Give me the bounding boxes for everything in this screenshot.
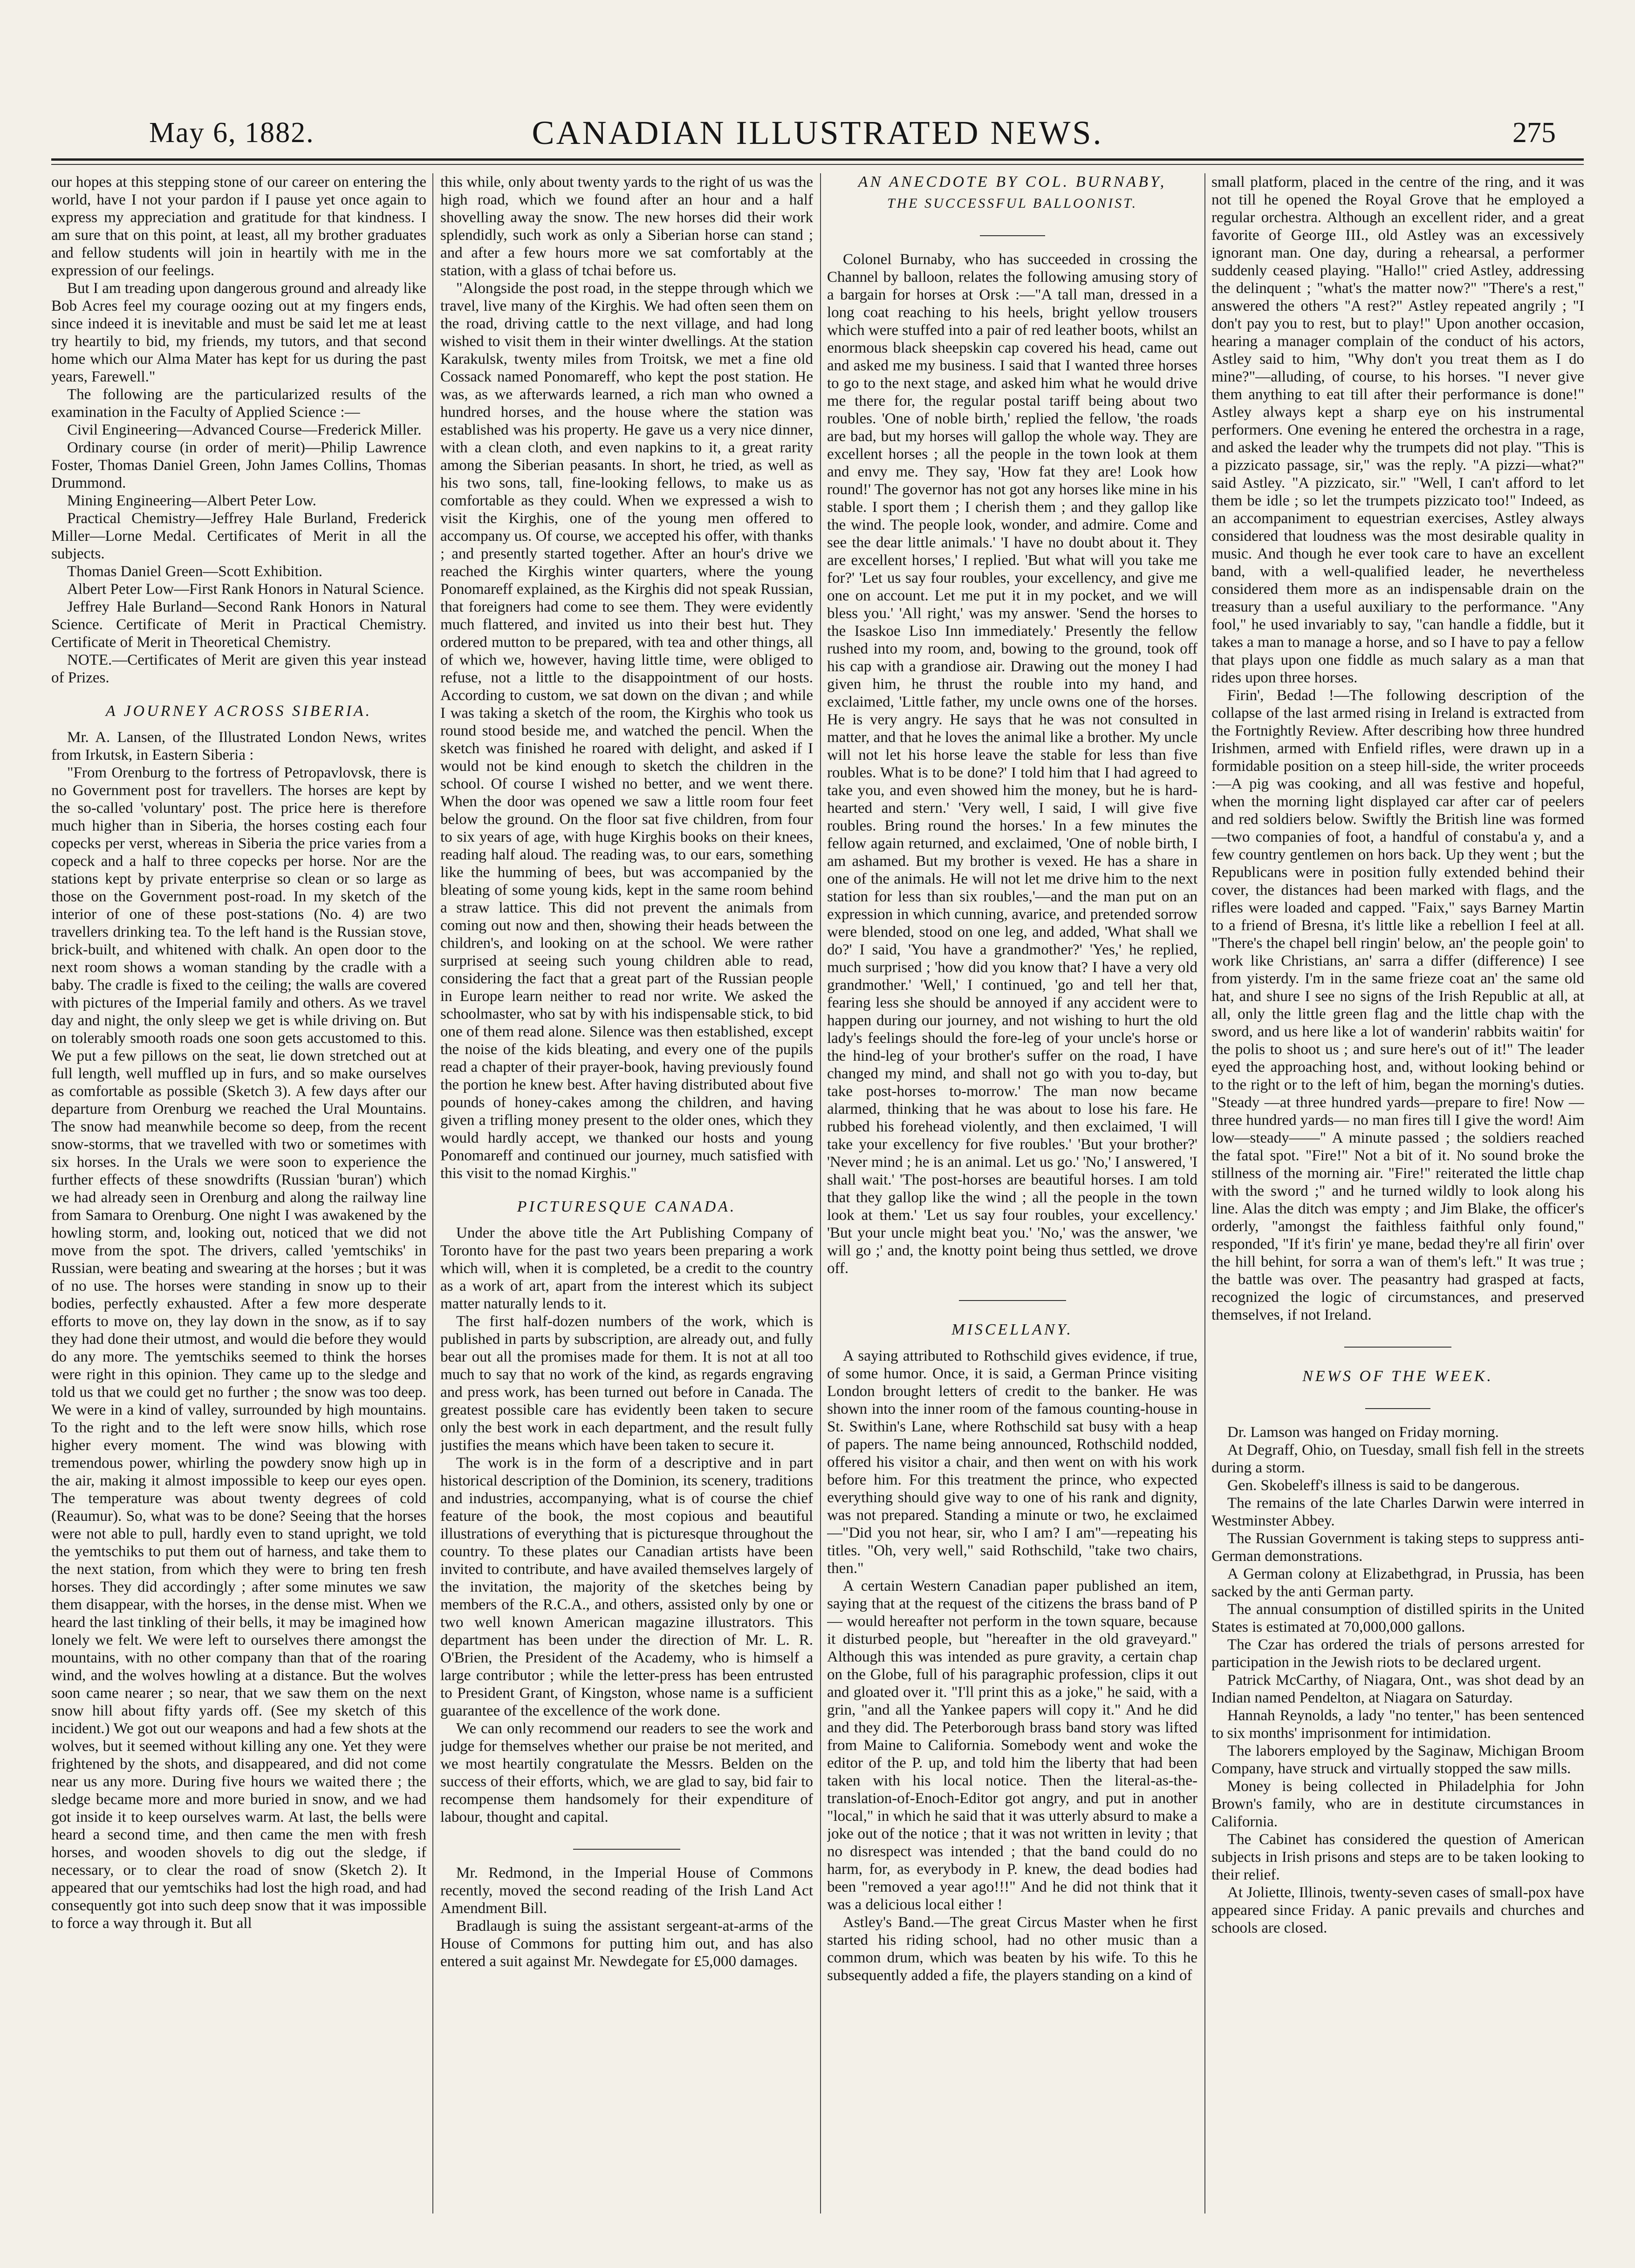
award-entry: Practical Chemistry—Jeffrey Hale Burland, Frederick Miller—Lorne Medal. Certificates of Merit in all the subjects. <box>51 510 426 562</box>
award-entry: Ordinary course (in order of merit)—Philip Lawrence Foster, Thomas Daniel Green, John James Collins, Thomas Drummond. <box>51 439 426 491</box>
award-entry: Albert Peter Low—First Rank Honors in Natural Science. <box>67 581 424 598</box>
section-subtitle: THE SUCCESSFUL BALLOONIST. <box>887 196 1138 211</box>
issue-date: May 6, 1882. <box>149 117 315 149</box>
news-item: The laborers employed by the Saginaw, Michigan Broom Company, have struck and virtually stopped the saw mills. <box>1211 1743 1584 1777</box>
paragraph: Firin', Bedad !—The following description of the collapse of the last armed rising in Ireland is extracted from the Fortnightly Review. After describing how three hundred Irishmen, armed with Enfield rifles, were drawn up in a formidable position on a steep hill-side, the writer proceeds :—A pig was cooking, and all was festive and hopeful, when the morning light displayed car after car of peelers and red soldiers below. Swiftly the British line was formed—two companies of foot, a handful of constabu'a y, and a few country gentlemen on hors back. Up they went ; but the Republicans were in position fully extended behind their cover, the distances had been marked with flags, and the rifles were loaded and capped. "Faix," says Barney Martin to a friend of Bresna, it's little like a rebellion I feel at all. "There's the chapel bell ringin' below, an' the people goin' to work like Christians, an' sarra a differ (difference) I see from yisterdy. I'm in the same frieze coat an' the same old hat, and shure I see no signs of the Irish Republic at all, at all, only the little green flag and the little chap with the sword, and us here like a lot of wanderin' rabbits waitin' for the polis to shoot us ; and sure here's out of it!" The leader eyed the approaching host, and, without looking behind or to the right or to the left of him, began the morning's duties. "Steady —at three hundred yards—prepare to fire! Now —three hundred yards— no man fires till I give the word! Aim low—steady——" A minute passed ; the soldiers reached the fatal spot. "Fire!" Not a bit of it. No sound broke the stillness of the morning air. "Fire!" reiterated the little chap with the sword ;" and he turned wildly to look along his line. Alas the ditch was empty ; and Jim Blake, the officer's orderly, "amongst the faithless faithful only found," responded, "If it's firin' ye mane, bedad they're all firin' over the hill behint, for sorra a wan of them's left." It was true ; the battle was over. The peasantry had grasped at facts, recognized the logic of circumstances, and preserved themselves, if not Ireland. <box>1211 687 1584 1323</box>
section-title: AN ANECDOTE BY COL. BURNABY, <box>858 173 1167 191</box>
news-item: Patrick McCarthy, of Niagara, Ont., was shot dead by an Indian named Pendelton, at Niagara on Saturday. <box>1211 1672 1584 1706</box>
paragraph: small platform, placed in the centre of the ring, and it was not till he opened the Royal Grove that he employed a regular orchestra. Although an excellent rider, and a great favorite of George III., old Astley was an excessively ignorant man. One day, during a rehearsal, a performer suddenly ceased playing. "Hallo!" cried Astley, addressing the delinquent ; "what's the matter now?" "There's a rest," answered the others "A rest?" Astley repeated angrily ; "I don't pay you to rest, but to play!" Upon another occasion, hearing a manager complain of the conduct of his actors, Astley said to him, "Why don't you treat them as I do mine?"—alluding, of course, to his horses. "I never give them anything to eat till after their performance is done!" Astley always kept a sharp eye on his instrumental performers. One evening he entered the orchestra in a rage, and asked the leader why the trumpets did not play. "This is a pizzicato passage, sir," was the reply. "A pizzi—what?" said Astley. "A pizzicato, sir." "Well, I can't afford to let them be idle ; so let the trumpets pizzicato too!" Indeed, as an accompaniment to equestrian exercises, Astley always considered that loudness was the most desirable quality in music. And though he ever took care to have an excellent band, with a well-qualified leader, he nevertheless considered them more as an indispensable drain on the treasury than a useful auxiliary to the performance. "Any fool," he used invariably to say, "can handle a fiddle, but it takes a man to manage a horse, and so I have to pay a fellow that plays upon one fiddle as much salary as a man that rides upon three horses. <box>1211 174 1584 686</box>
paragraph: "Alongside the post road, in the steppe through which we travel, live many of the Kirghis. We had often seen them on the road, driving cattle to the next village, and had long wished to visit them in their winter dwellings. At the station Karakulsk, twenty miles from Troitsk, we met a fine old Cossack named Ponomareff, who kept the post station. He was, as we afterwards learned, a rich man who owned a hundred horses, and the house where the station was established was his property. He gave us a very nice dinner, with a clean cloth, and even napkins to it, a great rarity among the Siberian peasants. In short, he tried, as well as his two sons, tall, fine-looking fellows, to make us as comfortable as they could. When we expressed a wish to visit the Kirghis, one of the young men offered to accompany us. Of course, we accepted his offer, with thanks ; and presently started together. After an hour's drive we reached the Kirghis winter quarters, where the young Ponomareff explained, as the Kirghis did not speak Russian, that foreigners had come to see them. They were evidently much flattered, and invited us into their best hut. They ordered mutton to be prepared, with tea and other things, all of which we, however, having little time, were obliged to refuse, not a little to the disappointment of our hosts. According to custom, we sat down on the divan ; and while I was taking a sketch of the room, the Kirghis who took us round stood beside me, and watched the pencil. When the sketch was finished he roared with delight, and asked if I would not be kind enough to sketch the children in the school. Of course I wished no better, and we went there. When the door was opened we saw a little room four feet below the ground. On the floor sat five children, from four to six years of age, with huge Kirghis books on their knees, reading half aloud. The reading was, to our ears, something like the humming of bees, but was accompanied by the bleating of some young kids, kept in the same room behind a straw lattice. This did not prevent the animals from coming out now and then, showing their heads between the children's, and looking on at the school. We were rather surprised at seeing such young children able to read, considering the fact that a great part of the Russian people in Europe learn neither to read nor write. We asked the schoolmaster, who sat by with his indispensable stick, to bid one of them read alone. Silence was then established, except the noise of the kids bleating, and every one of the pupils read a chapter of their prayer-book, having previously found the portion he knew best. After having distributed about five pounds of honey-cakes among the children, and having given a trifling money present to the older ones, which they would hardly accept, we thanked our hosts and young Ponomareff and continued our journey, much satisfied with this visit to the nomad Kirghis." <box>440 280 813 1182</box>
paragraph: Colonel Burnaby, who has succeeded in crossing the Channel by balloon, relates the following amusing story of a bargain for horses at Orsk :—"A tall man, dressed in a long coat reaching to his heels, bright yellow trousers which were stuffed into a pair of red leather boots, whilst an enormous black sheepskin cap covered his head, came out and asked me my business. I said that I wanted three horses to go to the next stage, and asked him what he would drive me there for, the regular postal tariff being about two roubles. 'One of noble birth,' replied the fellow, 'the roads are bad, but my horses will gallop the whole way. They are excellent horses ; all the people in the town look at them and envy me. They say, 'How fat they are! Look how round!' The governor has not got any horses like mine in his stable. I sport them ; I cherish them ; and they gallop like the wind. The people look, wonder, and admire. Come and see the dear little animals.' 'I have no doubt about it. They are excellent horses,' I replied. 'But what will you take me for?' 'Let us say four roubles, your excellency, and give me one on account. Let me put it in my pocket, and we will bless you.' 'All right,' was my answer. 'Send the horses to the Isaskoe Liso Inn immediately.' Presently the fellow rushed into my room, and, bowing to the ground, took off his cap with a grandiose air. Drawing out the money I had given him, he thrust the rouble into my hand, and exclaimed, 'Little father, my uncle owns one of the horses. He is very angry. He says that he was not consulted in matter, and that he loves the animal like a brother. My uncle will not let his horse leave the stable for less than five roubles. What is to be done?' I told him that I had agreed to take you, and even showed him the money, but he is hard-hearted and stern.' 'Very well, I said, I will give five roubles. Bring round the horses.' In a few minutes the fellow again returned, and exclaimed, 'One of noble birth, I am ashamed. But my brother is vexed. He has a share in one of the animals. He will not let me drive him to the next station for less than six roubles,'—and the man put on an expression in which cunning, avarice, and pretended sorrow were blended, stood on one leg, and added, 'What shall we do?' I said, 'You have a grandmother?' 'Yes,' he replied, much surprised ; 'how did you know that? I have a very old grandmother.' 'Well,' I continued, 'go and tell her that, fearing less she should be annoyed if any accident were to happen during our journey, and not wishing to hurt the old lady's feelings should the fore-leg of your uncle's horse or the hind-leg of your brother's suffer on the road, I have changed my mind, and shall not go with you to-day, but take post-horses to-morrow.' The man now became alarmed, thinking that he was about to lose his fare. He rubbed his forehead violently, and then exclaimed, 'I will take your excellency for five roubles.' 'But your brother?' 'Never mind ; he is an animal. Let us go.' 'No,' I answered, 'I shall wait.' 'The post-horses are beautiful horses. I am told that they gallop like the wind ; all the people in the town look at them.' 'Let us say four roubles, your excellency.' 'But your uncle might beat you.' 'No,' was the answer, 'we will go ;' and, the knotty point being thus settled, we drove off. <box>827 251 1197 1277</box>
news-item: Hannah Reynolds, a lady "no tenter," has been sentenced to six months' imprisonment for intimidation. <box>1211 1707 1584 1742</box>
paragraph: Bradlaugh is suing the assistant sergeant-at-arms of the House of Commons for putting him out, and has also entered a suit against Mr. Newdegate for £5,000 damages. <box>440 1918 813 1970</box>
paragraph: A saying attributed to Rothschild gives evidence, if true, of some humor. Once, it is said, a German Prince visiting London brought letters of credit to the banker. He was shown into the inner room of the famous counting-house in St. Swithin's Lane, where Rothschild sat busy with a heap of papers. The name being announced, Rothschild nodded, offered his visitor a chair, and then went on with his work before him. For this treatment the prince, who expected everything should give way to one of his rank and dignity, was not prepared. Standing a minute or two, he exclaimed—"Did you not hear, sir, who I am? I am"—repeating his titles. "Oh, very well," said Rothschild, "take two chairs, then." <box>827 1348 1197 1577</box>
separator-rule <box>827 223 1197 240</box>
column-1 <box>51 173 426 2218</box>
header-rule <box>51 158 1584 161</box>
paragraph: The work is in the form of a descriptive and in part historical description of the Dominion, its scenery, traditions and industries, accompanying, what is of course the chief feature of the book, the most copious and beautiful illustrations of everything that is picturesque throughout the country. To these plates our Canadian artists have been invited to contribute, and have availed themselves largely of the invitation, the majority of the sketches being by members of the R.C.A., and others, assisted only by one or two well known American magazine illustrators. This department has been under the direction of Mr. L. R. O'Brien, the President of the Academy, who is himself a large contributor ; while the letter-press has been entrusted to President Grant, of Kingston, whose name is a sufficient guarantee of the excellence of the work done. <box>440 1455 813 1719</box>
news-item: A German colony at Elizabethgrad, in Prussia, has been sacked by the anti German party. <box>1211 1566 1584 1600</box>
section-title: MISCELLANY. <box>951 1321 1073 1338</box>
paragraph: We can only recommend our readers to see the work and judge for themselves whether our praise be not merited, and we most heartily congratulate the Messrs. Belden on the success of their efforts, which, we are glad to say, bid fair to recompense them handsomely for their expenditure of labour, thought and capital. <box>440 1720 813 1825</box>
news-item: Gen. Skobeleff's illness is said to be dangerous. <box>1227 1477 1520 1494</box>
paragraph: The following are the particularized results of the examination in the Faculty of Applied Science :— <box>51 386 426 421</box>
paragraph: Under the above title the Art Publishing Company of Toronto have for the past two years been preparing a work which will, when it is completed, be a credit to the country as a work of art, apart from the interest which its subject matter naturally lends to it. <box>440 1225 813 1312</box>
paragraph: Mr. Redmond, in the Imperial House of Commons recently, moved the second reading of the Irish Land Act Amendment Bill. <box>440 1865 813 1917</box>
paragraph: this while, only about twenty yards to the right of us was the high road, which we found after an hour and a half shovelling away the snow. The new horses did their work splendidly, such work as only a Siberian horse can stand ; and after a few hours more we sat comfortably at the station, with a glass of tchai before us. <box>440 174 813 279</box>
news-item: The Cabinet has considered the question of American subjects in Irish prisons and steps are to be taken looking to their relief. <box>1211 1831 1584 1883</box>
news-item: The remains of the late Charles Darwin were interred in Westminster Abbey. <box>1211 1495 1584 1529</box>
news-item: Money is being collected in Philadelphia for John Brown's family, who are in destitute circumstances in California. <box>1211 1778 1584 1830</box>
separator-rule <box>1211 1396 1584 1413</box>
section-title: PICTURESQUE CANADA. <box>517 1198 737 1215</box>
news-item: The Russian Government is taking steps to suppress anti-German demonstrations. <box>1211 1530 1584 1565</box>
column-divider <box>1204 173 1205 2214</box>
separator-rule <box>1211 1334 1584 1352</box>
page-number: 275 <box>1512 117 1556 149</box>
paragraph: our hopes at this stepping stone of our career on entering the world, have I not your pardon if I pause yet once again to express my appreciation and gratitude for that kindness. I am sure that on this point, at least, all my brother graduates and fellow students will join in heartily with me in the expression of our feelings. <box>51 174 426 279</box>
award-entry: Jeffrey Hale Burland—Second Rank Honors in Natural Science. Certificate of Merit in Practical Chemistry. Certificate of Merit in Theoretical Chemistry. <box>51 599 426 651</box>
award-entry: Civil Engineering—Advanced Course—Frederick Miller. <box>67 422 422 438</box>
award-entry: Mining Engineering—Albert Peter Low. <box>67 492 316 509</box>
paragraph: Mr. A. Lansen, of the Illustrated London News, writes from Irkutsk, in Eastern Siberia : <box>51 729 426 763</box>
paragraph: Astley's Band.—The great Circus Master when he first started his riding school, had no other music than a common drum, which was beaten by his wife. To this he subsequently added a fife, the players standing on a kind of <box>827 1914 1197 1984</box>
news-item: At Joliette, Illinois, twenty-seven cases of small-pox have appeared since Friday. A panic prevails and churches and schools are closed. <box>1211 1884 1584 1936</box>
column-2 <box>440 173 813 2218</box>
header-rule-thin <box>51 164 1584 165</box>
column-3 <box>827 173 1197 2218</box>
column-divider <box>432 173 433 2214</box>
award-entry: NOTE.—Certificates of Merit are given this year instead of Prizes. <box>51 652 426 686</box>
award-entry: Thomas Daniel Green—Scott Exhibition. <box>67 563 323 580</box>
section-title: NEWS OF THE WEEK. <box>1302 1368 1493 1385</box>
news-item: Dr. Lamson was hanged on Friday morning. <box>1227 1424 1499 1441</box>
news-item: At Degraff, Ohio, on Tuesday, small fish fell in the streets during a storm. <box>1211 1442 1584 1476</box>
paragraph: A certain Western Canadian paper published an item, saying that at the request of the citizens the brass band of P— would hereafter not perform in the town square, because it disturbed people, but "hereafter in the old graveyard." Although this was intended as pure gravity, a certain chap on the Globe, full of his paragraphic profession, clips it out and gloated over it. "I'll print this as a joke," he said, with a grin, "and all the Yankee papers will copy it." And he did and they did. The Peterborough brass band story was lifted from Maine to California. Somebody went and woke the editor of the P. up, and told him the liberty that had been taken with his local notice. Then the literal-as-the-translation-of-Enoch-Editor got angry, and put in another "local," in which he said that it was utterly absurd to make a joke out of the notice ; that it was not written in levity ; that no disrespect was intended ; that the band could do no harm, for, as everybody in P. knew, the dead bodies had been "removed a year ago!!!" And he did not think that it was a delicious local either ! <box>827 1578 1197 1913</box>
news-item: The Czar has ordered the trials of persons arrested for participation in the Jewish riots to be declared urgent. <box>1211 1636 1584 1671</box>
paragraph: The first half-dozen numbers of the work, which is published in parts by subscription, are already out, and fully bear out all the promises made for them. It is not at all too much to say that no work of the kind, as regards engraving and press work, has been turned out before in Canada. The greatest possible care has evidently been taken to secure only the best work in each department, and the result fully justifies the means which have been taken to secure it. <box>440 1313 813 1454</box>
separator-rule <box>440 1836 813 1854</box>
news-item: The annual consumption of distilled spirits in the United States is estimated at 70,000,000 gallons. <box>1211 1601 1584 1635</box>
paragraph: "From Orenburg to the fortress of Petropavlovsk, there is no Government post for travellers. The horses are kept by the so-called 'voluntary' post. The price here is therefore much higher than in Siberia, the horses costing each four copecks per verst, whereas in Siberia the price varies from a copeck and a half to three copecks per horse. Nor are the stations kept by private enterprise so clean or so large as those on the Government post-road. In my sketch of the interior of one of these post-stations (No. 4) are two travellers drinking tea. To the left hand is the Russian stove, brick-built, and whitened with chalk. An open door to the next room shows a woman standing by the cradle with a baby. The cradle is fixed to the ceiling; the walls are covered with pictures of the Imperial family and others. As we travel day and night, the only sleep we get is while driving on. But on tolerably smooth roads one soon gets accustomed to this. We put a few pillows on the seat, lie down stretched out at full length, well muffled up in furs, and so make ourselves as comfortable as possible (Sketch 3). A few days after our departure from Orenburg we reached the Ural Mountains. The snow had meanwhile become so deep, from the recent snow-storms, that we travelled with two or sometimes with six horses. In the Urals we were soon to experience the further effects of these snowdrifts (Russian 'buran') which we had already seen in Orenburg and along the railway line from Samara to Orenburg. One night I was awakened by the howling storm, and, looking out, noticed that we did not move from the spot. The drivers, called 'yemtschiks' in Russian, were beating and swearing at the horses ; but it was of no use. The horses were standing in snow up to their bodies, perfectly exhausted. After a few more desperate efforts to move on, they lay down in the snow, as if to say they had done their utmost, and would die before they would do any more. The yemtschiks seemed to think the horses were right in this opinion. They came up to the sledge and told us that we could get no further ; the snow was too deep. We were in a kind of valley, surrounded by high mountains. To the right and to the left were snow hills, which rose higher every moment. The wind was blowing with tremendous power, whirling the powdery snow high up in the air, making it almost impossible to keep our eyes open. The temperature was about twenty degrees of cold (Reaumur). So, what was to be done? Seeing that the horses were not able to pull, hardly even to stand upright, we told the yemtschiks to put them out of harness, and take them to the next station, from which they were to bring ten fresh horses. They did accordingly ; after some minutes we saw them disappear, with the horses, in the dense mist. When we heard the last tinkling of their bells, it may be imagined how lonely we felt. We were left to ourselves there amongst the mountains, with no other company than that of the roaring wind, and the wolves howling at a distance. But the wolves soon came nearer ; so near, that we saw them on the next snow hill about fifty yards off. (See my sketch of this incident.) We got out our weapons and had a few shots at the wolves, but it seemed without killing any one. Yet they were frightened by the shots, and disappeared, and did not come near us any more. During five hours we waited there ; the sledge became more and more buried in snow, and we had got inside it to keep ourselves warm. At last, the bells were heard a second time, and then came the men with fresh horses, and wooden shovels to dig out the sledge, if necessary, or to clear the road of snow (Sketch 2). It appeared that our yemtschiks had lost the high road, and had consequently got into such deep snow that it was impossible to force a way through it. But all <box>51 764 426 1932</box>
masthead: CANADIAN ILLUSTRATED NEWS. <box>532 114 1103 151</box>
separator-rule <box>827 1287 1197 1305</box>
column-4 <box>1211 173 1584 2218</box>
paragraph: But I am treading upon dangerous ground and already like Bob Acres feel my courage oozing out at my fingers ends, since indeed it is inevitable and must be said let me at least try heartily to bid, my friends, my tutors, and that second home which our Alma Mater has kept for us during the past years, Farewell." <box>51 280 426 385</box>
section-title: A JOURNEY ACROSS SIBERIA. <box>105 702 372 720</box>
running-header <box>51 108 1584 159</box>
column-divider <box>820 173 821 2214</box>
